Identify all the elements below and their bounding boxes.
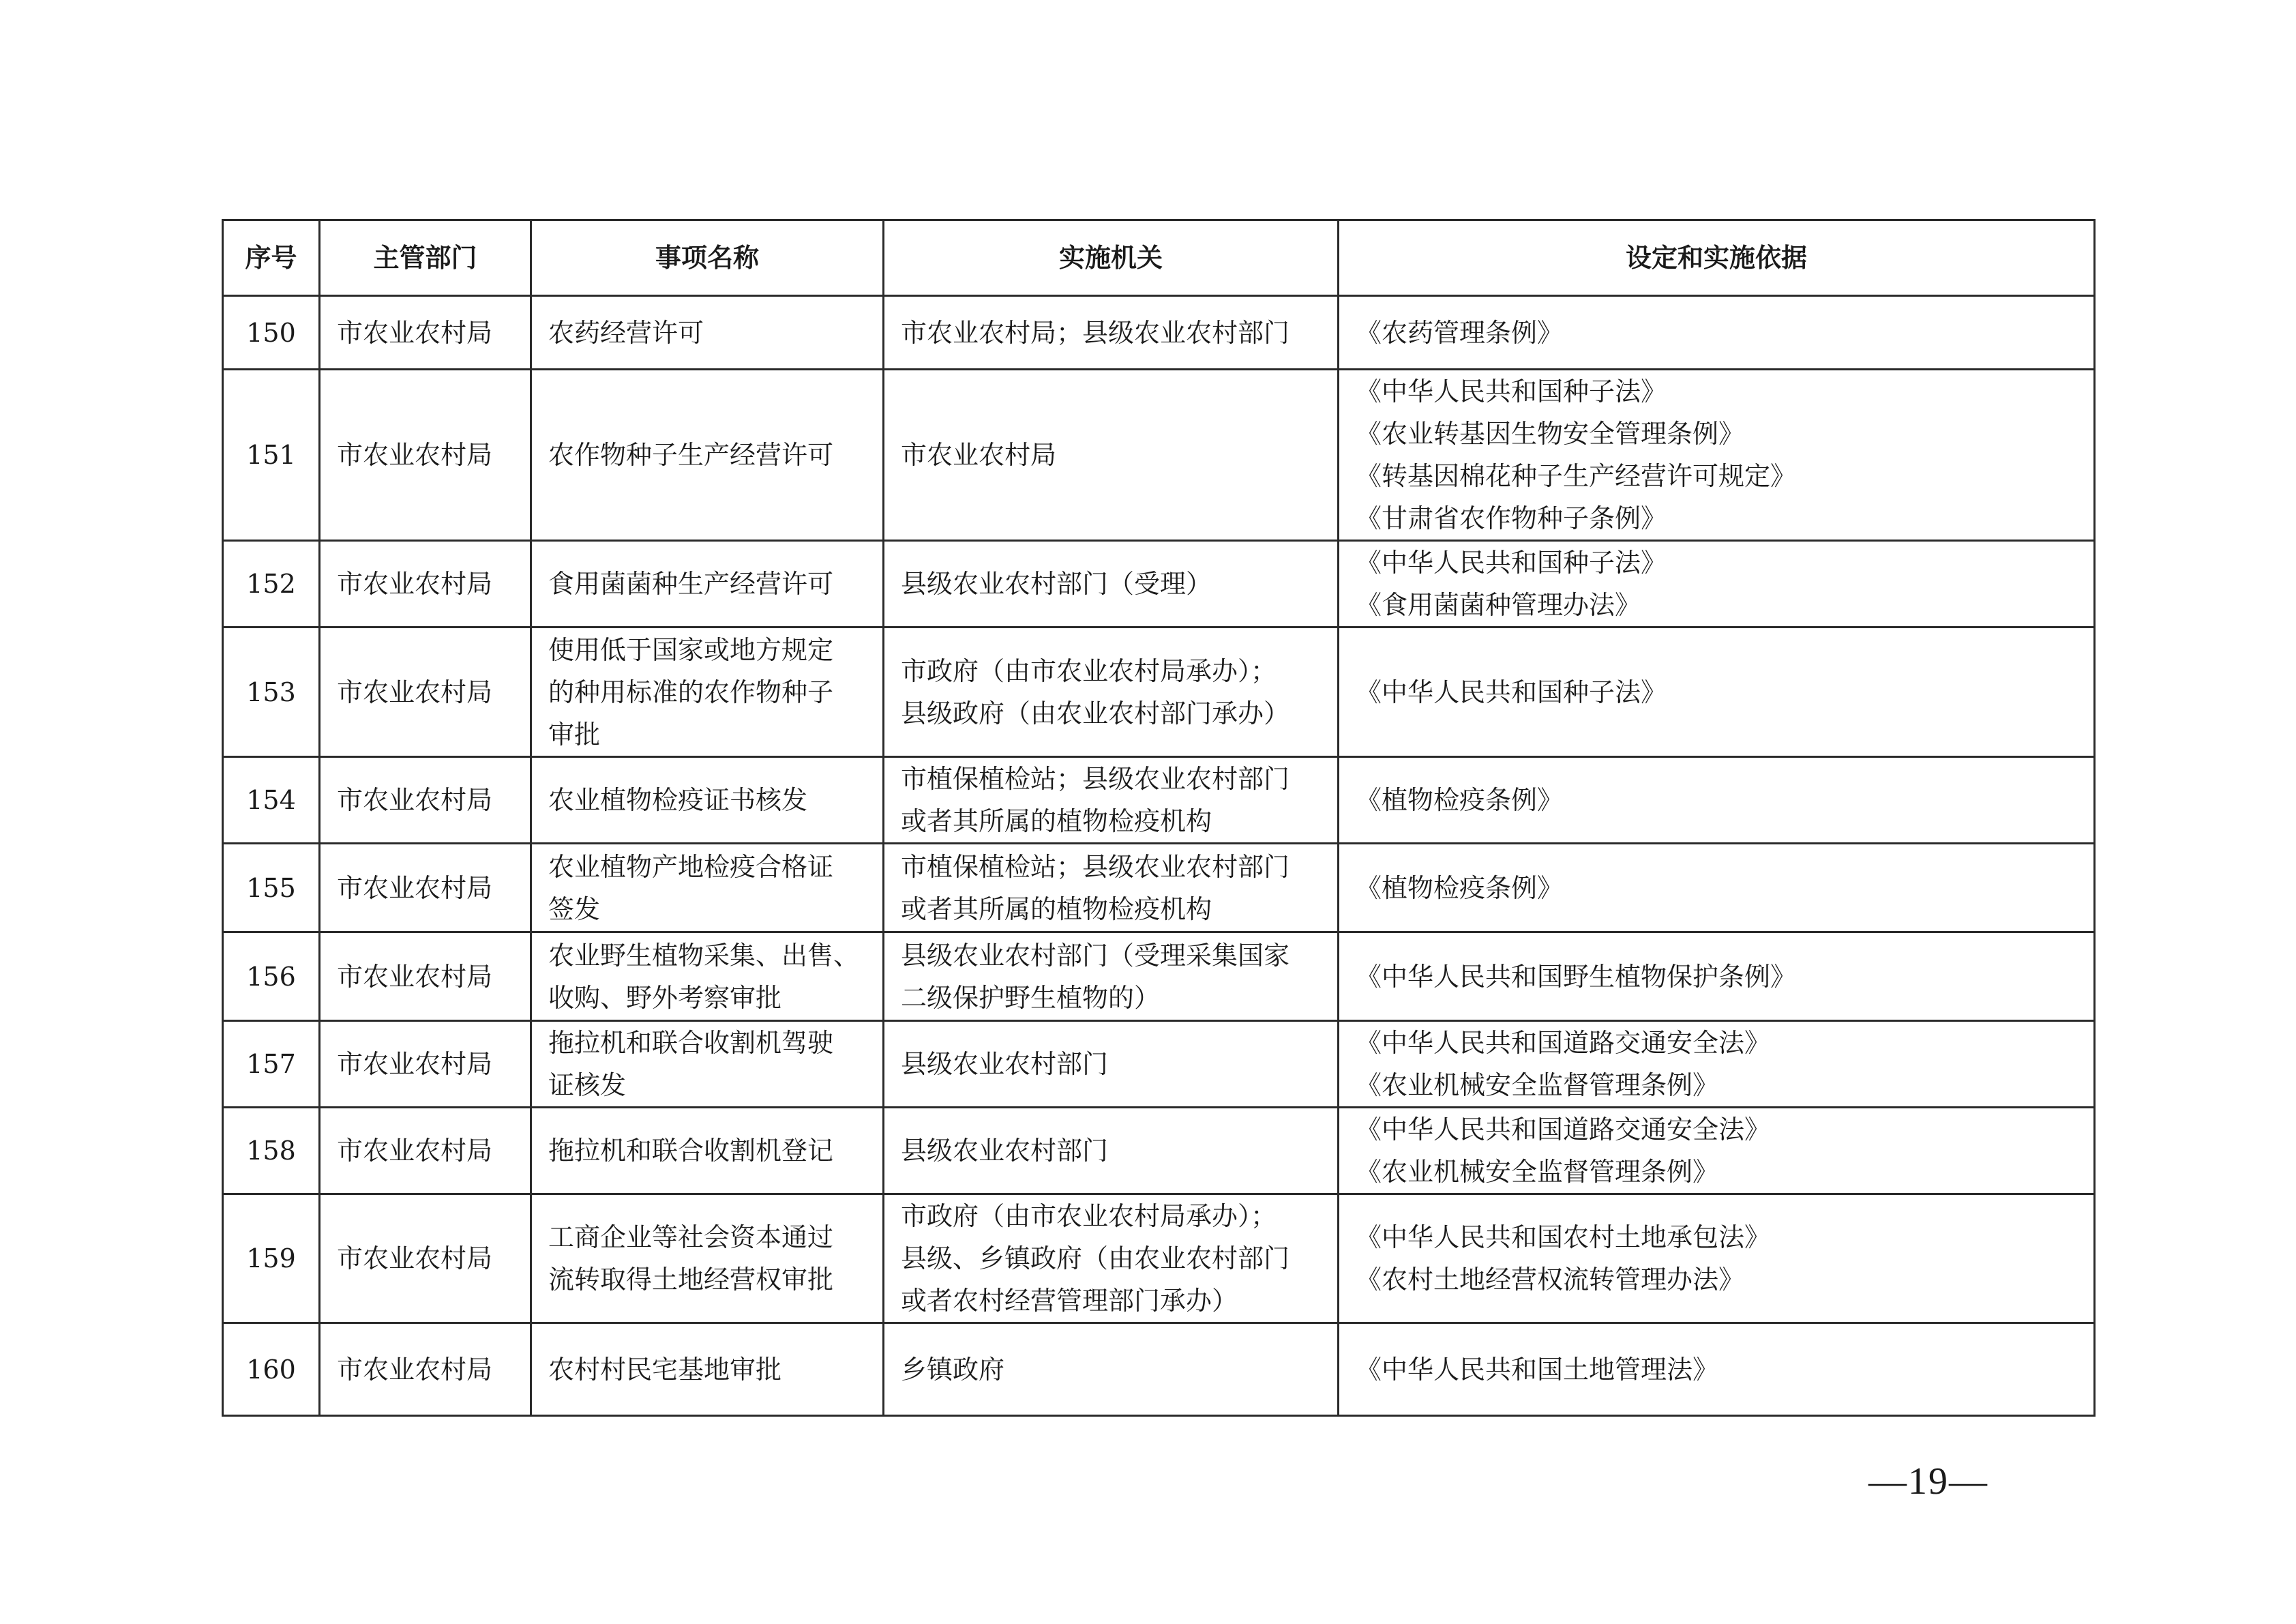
cell-legal-basis-line: 《农村土地经营权流转管理办法》 (1356, 1265, 1745, 1295)
cell-item-name-line: 使用低于国家或地方规定 (548, 634, 834, 665)
header-implementing-agency: 实施机关 (884, 220, 1339, 296)
cell-implementing-agency (884, 370, 1339, 541)
cell-implementing-agency (884, 1108, 1339, 1194)
table-row (223, 757, 2095, 844)
cell-item-name (531, 296, 884, 370)
cell-implementing-agency-line: 县级政府（由农业农村部门承办） (901, 698, 1290, 728)
cell-item-name-line: 证核发 (548, 1070, 627, 1100)
table-row (223, 844, 2095, 932)
cell-legal-basis (1339, 296, 2095, 370)
cell-department: 市农业农村局 (320, 628, 531, 757)
cell-legal-basis-line: 《中华人民共和国土地管理法》 (1356, 1354, 1719, 1385)
table-header-row (223, 220, 2095, 296)
cell-implementing-agency (884, 296, 1339, 370)
header-serial-number: 序号 (223, 220, 320, 296)
cell-implementing-agency-line: 乡镇政府 (901, 1354, 1005, 1385)
cell-item-name-line: 拖拉机和联合收割机驾驶 (548, 1028, 834, 1058)
cell-item-name-line: 农药经营许可 (548, 317, 704, 348)
cell-implementing-agency-line: 县级农业农村部门 (901, 1136, 1109, 1166)
cell-implementing-agency-line: 县级农业农村部门 (901, 1049, 1109, 1079)
table-row (223, 1108, 2095, 1194)
cell-legal-basis-line: 《中华人民共和国种子法》 (1356, 677, 1667, 707)
cell-legal-basis-line: 《农药管理条例》 (1356, 317, 1564, 348)
cell-serial-number: 159 (223, 1194, 320, 1323)
table-row (223, 541, 2095, 628)
cell-implementing-agency-line: 县级、乡镇政府（由农业农村部门 (901, 1243, 1290, 1273)
cell-item-name-line: 流转取得土地经营权审批 (548, 1265, 834, 1295)
cell-legal-basis-line: 《食用菌菌种管理办法》 (1356, 590, 1641, 620)
cell-legal-basis-line: 《转基因棉花种子生产经营许可规定》 (1356, 461, 1797, 491)
cell-legal-basis-line: 《农业机械安全监督管理条例》 (1356, 1157, 1719, 1187)
cell-implementing-agency (884, 932, 1339, 1021)
cell-implementing-agency (884, 757, 1339, 844)
cell-serial-number: 156 (223, 932, 320, 1021)
cell-legal-basis (1339, 1323, 2095, 1416)
table-row (223, 1323, 2095, 1416)
cell-legal-basis (1339, 628, 2095, 757)
cell-legal-basis-line: 《植物检疫条例》 (1356, 872, 1564, 903)
cell-item-name (531, 1021, 884, 1108)
cell-legal-basis-line: 《中华人民共和国种子法》 (1356, 377, 1667, 407)
cell-legal-basis-line: 《中华人民共和国道路交通安全法》 (1356, 1114, 1771, 1145)
cell-legal-basis (1339, 932, 2095, 1021)
cell-implementing-agency-line: 县级农业农村部门（受理） (901, 569, 1212, 599)
cell-implementing-agency-line: 或者其所属的植物检疫机构 (901, 806, 1212, 836)
cell-legal-basis-line: 《甘肃省农作物种子条例》 (1356, 503, 1667, 533)
cell-implementing-agency-line: 市植保植检站；县级农业农村部门 (901, 851, 1290, 882)
table-row (223, 1194, 2095, 1323)
cell-implementing-agency-line: 或者其所属的植物检疫机构 (901, 894, 1212, 924)
table-body (223, 296, 2095, 1416)
cell-serial-number: 160 (223, 1323, 320, 1416)
cell-implementing-agency (884, 541, 1339, 628)
document-table (222, 219, 2096, 1417)
cell-department: 市农业农村局 (320, 541, 531, 628)
cell-item-name-line: 农业植物检疫证书核发 (548, 785, 808, 815)
cell-item-name-line: 签发 (548, 894, 601, 924)
cell-item-name-line: 收购、野外考察审批 (548, 982, 782, 1013)
cell-item-name (531, 1194, 884, 1323)
cell-item-name-line: 食用菌菌种生产经营许可 (548, 569, 834, 599)
cell-implementing-agency (884, 1021, 1339, 1108)
cell-item-name-line: 农业植物产地检疫合格证 (548, 851, 834, 882)
cell-implementing-agency-line: 市农业农村局；县级农业农村部门 (901, 317, 1290, 348)
cell-implementing-agency (884, 1323, 1339, 1416)
cell-legal-basis (1339, 757, 2095, 844)
cell-legal-basis-line: 《农业转基因生物安全管理条例》 (1356, 419, 1745, 449)
cell-serial-number: 157 (223, 1021, 320, 1108)
cell-implementing-agency-line: 县级农业农村部门（受理采集国家 (901, 940, 1290, 971)
cell-item-name (531, 844, 884, 932)
cell-legal-basis-line: 《农业机械安全监督管理条例》 (1356, 1070, 1719, 1100)
cell-implementing-agency-line: 或者农村经营管理部门承办） (901, 1286, 1238, 1316)
cell-implementing-agency (884, 1194, 1339, 1323)
cell-department: 市农业农村局 (320, 1108, 531, 1194)
cell-item-name (531, 541, 884, 628)
cell-serial-number: 155 (223, 844, 320, 932)
cell-item-name (531, 1323, 884, 1416)
cell-legal-basis (1339, 1108, 2095, 1194)
cell-implementing-agency-line: 市农业农村局 (901, 440, 1057, 470)
header-item-name: 事项名称 (531, 220, 884, 296)
cell-implementing-agency-line: 二级保护野生植物的） (901, 982, 1161, 1013)
cell-item-name (531, 370, 884, 541)
cell-legal-basis (1339, 844, 2095, 932)
cell-department: 市农业农村局 (320, 1021, 531, 1108)
cell-implementing-agency (884, 628, 1339, 757)
cell-department: 市农业农村局 (320, 1194, 531, 1323)
cell-legal-basis-line: 《中华人民共和国农村土地承包法》 (1356, 1222, 1771, 1252)
cell-legal-basis (1339, 1194, 2095, 1323)
cell-implementing-agency-line: 市政府（由市农业农村局承办）； (901, 1201, 1277, 1231)
cell-legal-basis-line: 《中华人民共和国种子法》 (1356, 548, 1667, 578)
table-row (223, 932, 2095, 1021)
cell-implementing-agency-line: 市政府（由市农业农村局承办）； (901, 655, 1277, 686)
cell-department: 市农业农村局 (320, 844, 531, 932)
cell-item-name-line: 拖拉机和联合收割机登记 (548, 1136, 834, 1166)
cell-legal-basis (1339, 370, 2095, 541)
cell-item-name-line: 农村村民宅基地审批 (548, 1354, 782, 1385)
cell-department: 市农业农村局 (320, 757, 531, 844)
cell-department: 市农业农村局 (320, 1323, 531, 1416)
header-legal-basis: 设定和实施依据 (1339, 220, 2095, 296)
cell-item-name-line: 的种用标准的农作物种子 (548, 677, 834, 707)
cell-department: 市农业农村局 (320, 932, 531, 1021)
cell-legal-basis-line: 《中华人民共和国道路交通安全法》 (1356, 1028, 1771, 1058)
cell-item-name (531, 628, 884, 757)
cell-serial-number: 152 (223, 541, 320, 628)
cell-legal-basis (1339, 541, 2095, 628)
cell-department: 市农业农村局 (320, 370, 531, 541)
cell-item-name-line: 审批 (548, 719, 601, 750)
cell-implementing-agency-line: 市植保植检站；县级农业农村部门 (901, 764, 1290, 794)
cell-item-name (531, 932, 884, 1021)
cell-implementing-agency (884, 844, 1339, 932)
cell-item-name-line: 农作物种子生产经营许可 (548, 440, 834, 470)
table-row (223, 1021, 2095, 1108)
cell-serial-number: 151 (223, 370, 320, 541)
cell-item-name-line: 农业野生植物采集、出售、 (548, 940, 860, 971)
cell-serial-number: 153 (223, 628, 320, 757)
cell-legal-basis-line: 《中华人民共和国野生植物保护条例》 (1356, 961, 1797, 992)
page-number: —19— (1868, 1460, 1988, 1503)
cell-serial-number: 154 (223, 757, 320, 844)
cell-department: 市农业农村局 (320, 296, 531, 370)
table-row (223, 296, 2095, 370)
table-row (223, 628, 2095, 757)
cell-serial-number: 150 (223, 296, 320, 370)
cell-item-name-line: 工商企业等社会资本通过 (548, 1222, 834, 1252)
cell-legal-basis-line: 《植物检疫条例》 (1356, 785, 1564, 815)
cell-serial-number: 158 (223, 1108, 320, 1194)
cell-item-name (531, 1108, 884, 1194)
cell-item-name (531, 757, 884, 844)
table-row (223, 370, 2095, 541)
header-department: 主管部门 (320, 220, 531, 296)
cell-legal-basis (1339, 1021, 2095, 1108)
